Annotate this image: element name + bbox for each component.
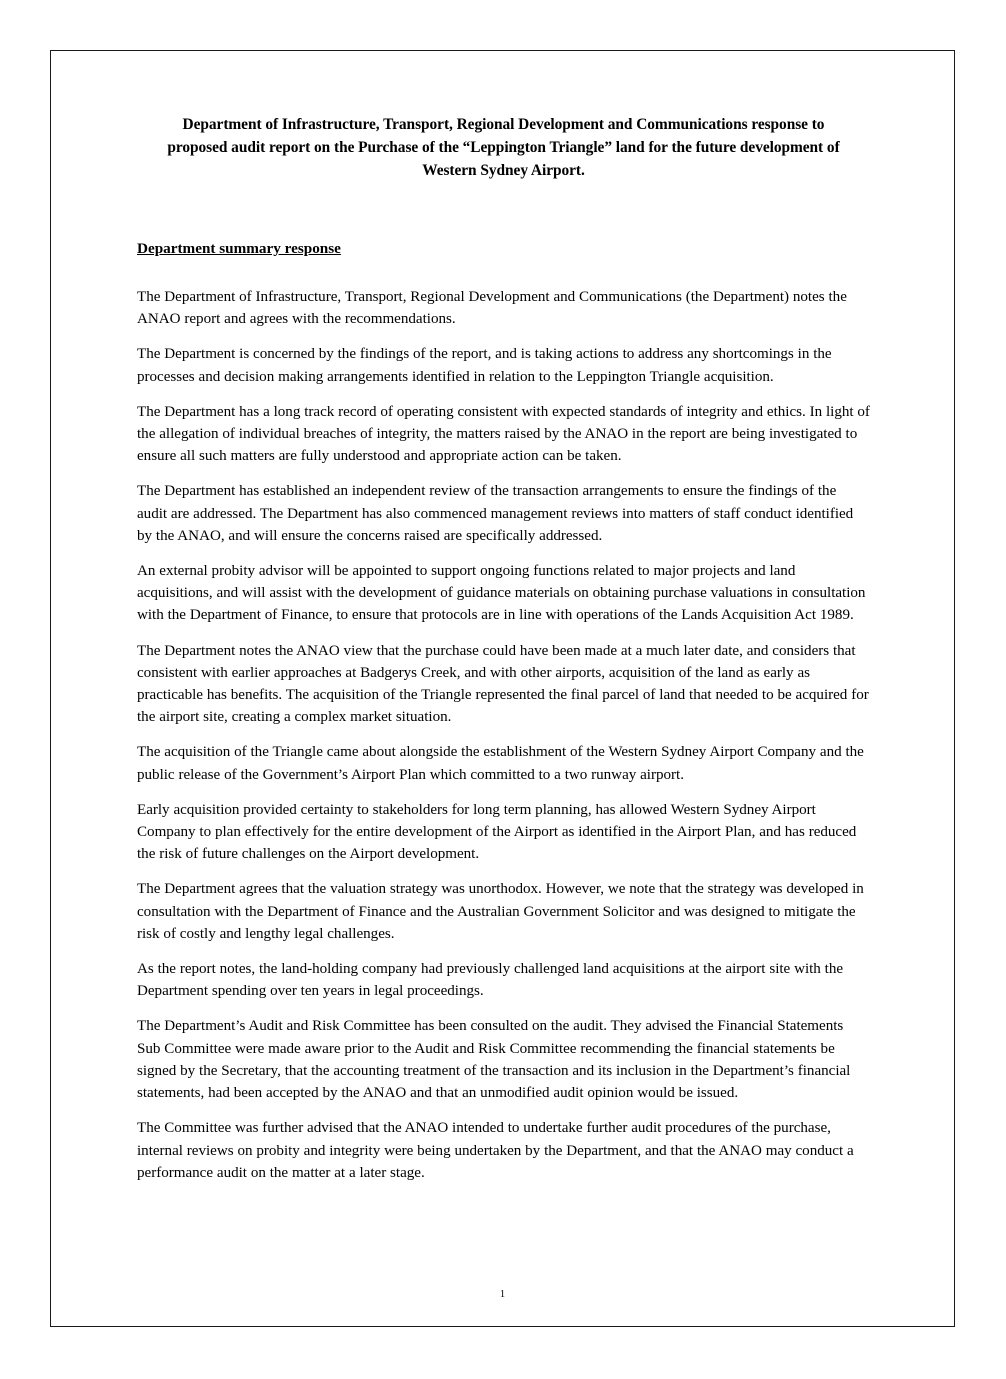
body-paragraph: The Department’s Audit and Risk Committee has been consulted on the audit. They advised the Financial Statements Sub Committee were made aware prior to the Audit and Risk Committee recommending the financial statements be signed by the Secretary, that the accounting treatment of the transaction and its inclusion in the Department’s financial statements, had been accepted by the ANAO and that an unmodified audit opinion would be issued. (137, 1018, 851, 1102)
page-number: 1 (499, 1289, 506, 1300)
section-heading-wrap (137, 182, 870, 259)
body-paragraph: The Department has established an independent review of the transaction arrangements to ensure the findings of the audit are addressed. The Department has also commenced management reviews into matters of staff conduct identified by the ANAO, and will ensure the concerns raised are specifically addressed. (137, 483, 854, 544)
body-paragraph: The Department agrees that the valuation strategy was unorthodox. However, we note that the strategy was developed in consultation with the Department of Finance and the Australian Government Solicitor and was designed to mitigate the risk of costly and lengthy legal challenges. (137, 881, 864, 942)
body-paragraph: The Committee was further advised that the ANAO intended to undertake further audit procedures of the purchase, internal reviews on probity and integrity were being undertaken by the Department, and that the ANAO may conduct a performance audit on the matter at a later stage. (137, 1120, 854, 1181)
body-paragraph: Early acquisition provided certainty to stakeholders for long term planning, has allowed Western Sydney Airport Company to plan effectively for the entire development of the Airport as identified in the Airport Plan, and has reduced the risk of future challenges on the Airport development. (137, 801, 857, 863)
section-heading-department-summary-response: Department summary response (137, 240, 341, 257)
document-title: Department of Infrastructure, Transport, Regional Development and Communications response to proposed audit report on the Purchase of the “Leppington Triangle” land for the future development of Western Sydney Airport. (167, 116, 840, 179)
document-body (137, 113, 870, 1197)
body-paragraph: The Department has a long track record of operating consistent with expected standards of integrity and ethics. In light of the allegation of individual breaches of integrity, the matters raised by the ANAO in the report are being investigated to ensure all such matters are fully understood and appropriate action can be taken. (137, 403, 870, 465)
body-paragraph: The Department notes the ANAO view that the purchase could have been made at a much later date, and considers that consistent with earlier approaches at Badgerys Creek, and with other airports, acquisition of the land as early as practicable has benefits. The acquisition of the Triangle represented the final parcel of land that needed to be acquired for the airport site, creating a complex market situation. (137, 642, 869, 726)
body-paragraph: The Department of Infrastructure, Transport, Regional Development and Communications (the Department) notes the ANAO report and agrees with the recommendations. (137, 289, 847, 328)
document-page (50, 50, 955, 1327)
body-paragraph: As the report notes, the land-holding company had previously challenged land acquisitions at the airport site with the Department spending over ten years in legal proceedings. (137, 961, 844, 1000)
body-paragraph: The acquisition of the Triangle came about alongside the establishment of the Western Sydney Airport Company and the public release of the Government’s Airport Plan which committed to a two runway airport. (137, 744, 864, 783)
body-paragraph: An external probity advisor will be appointed to support ongoing functions related to major projects and land acquisitions, and will assist with the development of guidance materials on obtaining purchase valuations in consultation with the Department of Finance, to ensure that protocols are in line with operations of the Lands Acquisition Act 1989. (137, 563, 866, 624)
body-paragraph: The Department is concerned by the findings of the report, and is taking actions to address any shortcomings in the processes and decision making arrangements identified in relation to the Leppington Triangle acquisition. (137, 346, 832, 385)
paragraph-list (137, 286, 870, 1184)
